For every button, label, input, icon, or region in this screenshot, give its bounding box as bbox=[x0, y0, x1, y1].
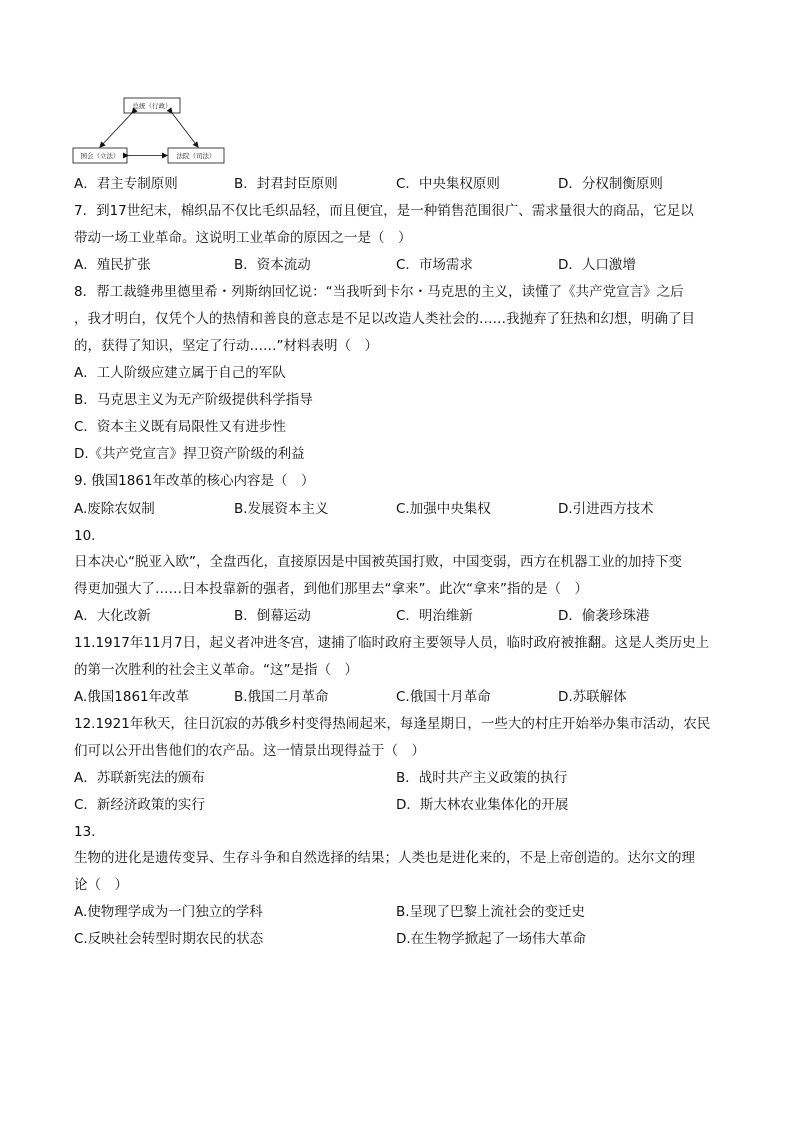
q10-text-line-2: 得更加强大了……日本投靠新的强者，到他们那里去“拿来”。此次“拿来”指的是（ ） bbox=[74, 581, 588, 597]
q10-option-b: B．倒幕运动 bbox=[234, 608, 311, 624]
q11-text-line-2: 的第一次胜利的社会主义革命。“这”是指（ ） bbox=[74, 662, 358, 678]
q8-text-line-3: 的，获得了知识，坚定了行动……”材料表明（ ） bbox=[74, 338, 378, 354]
q12-option-a: A．苏联新宪法的颁布 bbox=[74, 770, 205, 786]
q10-option-d: D．偷袭珍珠港 bbox=[558, 608, 650, 624]
q7-option-b: B．资本流动 bbox=[234, 257, 311, 273]
q10-option-c: C．明治维新 bbox=[396, 608, 473, 624]
arrow-president-congress bbox=[100, 113, 132, 147]
q11-option-d: D.苏联解体 bbox=[558, 689, 627, 705]
q6-option-a: A．君主专制原则 bbox=[74, 176, 178, 192]
q10-option-a: A．大化改新 bbox=[74, 608, 151, 624]
q13-option-b: B.呈现了巴黎上流社会的变迁史 bbox=[396, 904, 586, 920]
q12-option-d: D．斯大林农业集体化的开展 bbox=[396, 797, 569, 813]
q9-text-line-1: 9. 俄国1861年改革的核心内容是（ ） bbox=[74, 473, 315, 489]
q12-option-b: B．战时共产主义政策的执行 bbox=[396, 770, 568, 786]
q11-option-a: A.俄国1861年改革 bbox=[74, 689, 190, 705]
q7-option-d: D．人口激增 bbox=[558, 257, 636, 273]
president-box-label: 总统（行政） bbox=[132, 102, 172, 110]
q9-option-a: A.废除农奴制 bbox=[74, 501, 155, 517]
q10-number: 10. bbox=[74, 528, 96, 544]
q13-option-d: D.在生物学掀起了一场伟大革命 bbox=[396, 931, 587, 947]
q13-text-line-2: 论（ ） bbox=[74, 877, 128, 893]
q7-option-a: A．殖民扩张 bbox=[74, 257, 151, 273]
q12-text-line-1: 12.1921年秋天，往日沉寂的苏俄乡村变得热闹起来，每逢星期日，一些大的村庄开始举办集市活动，农民 bbox=[74, 716, 711, 732]
q11-option-b: B.俄国二月革命 bbox=[234, 689, 329, 705]
q8-option-a: A．工人阶级应建立属于自己的军队 bbox=[74, 365, 286, 381]
q8-option-c: C．资本主义既有局限性又有进步性 bbox=[74, 419, 286, 435]
q10-text-line-1: 日本决心“脱亚入欧”，全盘西化，直接原因是中国被英国打败，中国变弱，西方在机器工业的加持下变 bbox=[74, 554, 682, 570]
q8-option-b: B．马克思主义为无产阶级提供科学指导 bbox=[74, 392, 313, 408]
q7-text-line-1: 7．到17世纪末，棉织品不仅比毛织品轻，而且便宜，是一种销售范围很广、需求量很大的商品，它足以 bbox=[74, 203, 694, 219]
q12-text-line-2: 们可以公开出售他们的农产品。这一情景出现得益于（ ） bbox=[74, 743, 425, 759]
q9-option-c: C.加强中央集权 bbox=[396, 501, 491, 517]
arrow-president-court bbox=[172, 113, 198, 147]
q8-text-line-2: ，我才明白，仅凭个人的热情和善良的意志是不足以改造人类社会的……我抛弃了狂热和幻想，明确了目 bbox=[74, 311, 695, 327]
q7-text-line-2: 带动一场工业革命。这说明工业革命的原因之一是（ ） bbox=[74, 230, 412, 246]
q9-option-d: D.引进西方技术 bbox=[558, 501, 654, 517]
q6-option-d: D．分权制衡原则 bbox=[558, 176, 663, 192]
q13-number: 13. bbox=[74, 824, 96, 840]
q8-option-d: D.《共产党宣言》捍卫资产阶级的利益 bbox=[74, 446, 305, 462]
congress-box-label: 国会（立法） bbox=[80, 152, 120, 160]
q8-text-line-1: 8．帮工裁缝弗里德里希・列斯纳回忆说：“当我听到卡尔・马克思的主义，读懂了《共产党宣言》之后 bbox=[74, 284, 684, 300]
q12-option-c: C．新经济政策的实行 bbox=[74, 797, 205, 813]
q9-option-b: B.发展资本主义 bbox=[234, 501, 329, 517]
q11-option-c: C.俄国十月革命 bbox=[396, 689, 491, 705]
q6-option-b: B．封君封臣原则 bbox=[234, 176, 338, 192]
q11-text-line-1: 11.1917年11月7日，起义者冲进冬宫，逮捕了临时政府主要领导人员，临时政府被推翻。这是人类历史上 bbox=[74, 635, 710, 651]
q13-text-line-1: 生物的进化是遗传变异、生存斗争和自然选择的结果；人类也是进化来的，不是上帝创造的。达尔文的理 bbox=[74, 850, 695, 866]
separation-of-powers-diagram bbox=[70, 92, 230, 164]
q13-option-a: A.使物理学成为一门独立的学科 bbox=[74, 904, 263, 920]
q13-option-c: C.反映社会转型时期农民的状态 bbox=[74, 931, 264, 947]
court-box-label: 法院（司法） bbox=[176, 152, 216, 160]
q7-option-c: C．市场需求 bbox=[396, 257, 473, 273]
q6-option-c: C．中央集权原则 bbox=[396, 176, 500, 192]
